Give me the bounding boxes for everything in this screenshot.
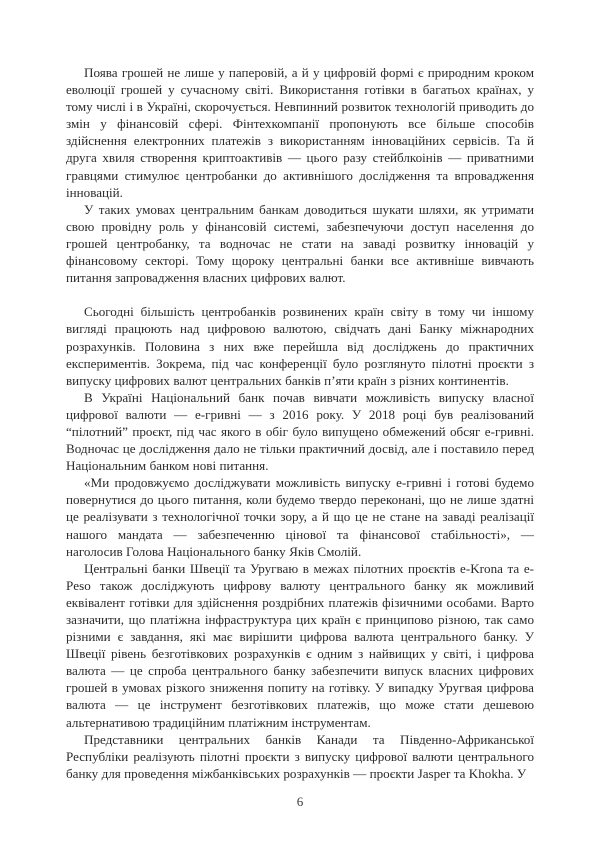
page-number: 6 [296,794,304,809]
paragraph: Сьогодні більшість центробанків розвинених країн світу в тому чи іншому вигляді працюють над цифровою валютою, свідчать дані Банку міжнародних розрахунків. Половина з них вже перейшла від досліджень до практичних експериментів. Зокрема, під час конференції було розглянуто пілотні проєкти з випуску цифрових валют центральних банків п’яти країн з різних континентів. [66,304,534,388]
paragraph: В Україні Національний банк почав вивчати можливість випуску власної цифрової валюти — е-гривні — з 2016 року. У 2018 році був реалізований “пілотний” проєкт, під час якого в обіг було випущено обмежений обсяг е-гривні. Водночас це дослідження дало не тільки практичний досвід, але і поставило перед Національним банком нові питання. [66,389,534,474]
paragraph: Поява грошей не лише у паперовій, а й у цифровій формі є природним кроком еволюції грошей у сучасному світі. Використання готівки в багатьох країнах, у тому числі і в Україні, скорочується. Невпинний розвиток технологій приводить до змін у фінансовій сфері. Фінтехкомпанії пропонують все більше способів здійснення електронних платежів з використанням інноваційних сервісів. Та й друга хвиля створення криптоактивів — цього разу стейблкоінів — приватними гравцями стимулює центробанки до активнішого дослідження та впровадження інновацій. [66,65,534,200]
body-text-column [66,64,534,782]
paragraph: «Ми продовжуємо досліджувати можливість випуску е-гривні і готові будемо повернутися до цього питання, коли будемо твердо переконані, що не лише здатні це реалізувати з технологічної точки зору, а й що це не стане на заваді реалізації нашого мандата — забезпеченню цінової та фінансової стабільності», — наголосив Голова Національного банку Яків Смолій. [66,475,534,559]
paragraph: Центральні банки Швеції та Уругваю в межах пілотних проєктів e-Krona та e-Peso також досліджують цифрову валюту центрального банку як можливий еквівалент готівки для здійснення роздрібних платежів фізичними особами. Варто зазначити, що платіжна інфраструктура цих країн є принципово різною, так само різними є завдання, які має вирішити цифрова валюта центрального банку. У Швеції рівень безготівкових розрахунків є одним з найвищих у світі, і цифрова валюта — це спроба центрального банку забезпечити випуск власних цифрових грошей в умовах різкого зниження попиту на готівку. У випадку Уругвая цифрова валюта — це інструмент безготівкових платежів, що може стати дешевою альтернативою традиційним платіжним інструментам. [66,560,534,730]
paragraph: У таких умовах центральним банкам доводиться шукати шляхи, як утримати свою провідну роль у фінансовій системі, забезпечуючи доступ населення до грошей центробанку, та водночас не стати на заваді розвитку інновацій у фінансовому секторі. Тому щороку центральні банки все активніше вивчають питання запровадження власних цифрових валют. [66,201,534,286]
paragraph: Представники центральних банків Канади та Південно-Африканської Республіки реалізують пілотні проєкти з випуску цифрової валюти центрального банку для проведення міжбанківських розрахунків — проєкти Jasper та Khokha. У [66,731,534,781]
